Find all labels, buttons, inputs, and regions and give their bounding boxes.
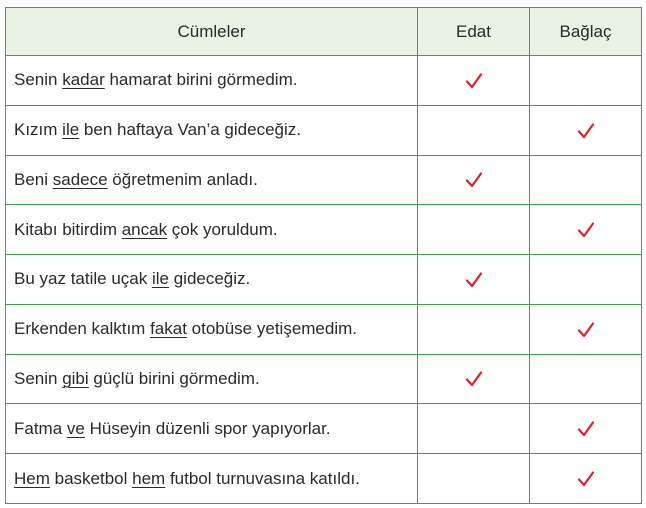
table-row — [6, 205, 642, 255]
check-icon — [465, 171, 483, 189]
keyword: gibi — [62, 368, 89, 388]
sentence-text: Senin — [14, 70, 63, 90]
check-icon — [577, 321, 595, 339]
sentence-text: hamarat birini görmedim. — [104, 70, 298, 90]
baglac-cell — [530, 105, 642, 155]
check-icon — [577, 122, 595, 140]
sentence-cell — [6, 255, 418, 305]
sentence-text: ben haftaya Van’a gideceğiz. — [79, 120, 301, 140]
sentence-text: basketbol — [49, 468, 133, 488]
edat-cell — [418, 404, 530, 454]
header-sentences: Cümleler — [6, 8, 418, 56]
sentence-text: gideceğiz. — [168, 269, 251, 289]
check-icon — [465, 370, 483, 388]
baglac-cell — [530, 56, 642, 106]
sentence-text: çok yoruldum. — [167, 219, 278, 239]
sentence-text: otobüse yetişemedim. — [186, 319, 358, 339]
table-row — [6, 404, 642, 454]
keyword: fakat — [150, 319, 187, 339]
sentence-text: Kitabı bitirdim — [14, 219, 122, 239]
edat-cell — [418, 454, 530, 504]
check-icon — [577, 420, 595, 438]
edat-cell — [418, 105, 530, 155]
sentence-text: futbol turnuvasına katıldı. — [165, 468, 360, 488]
keyword: ve — [66, 418, 85, 438]
baglac-cell — [530, 354, 642, 404]
sentence-text: Bu yaz tatile uçak — [14, 269, 152, 289]
sentence-text: öğretmenim anladı. — [107, 169, 258, 189]
table-row — [6, 56, 642, 106]
check-icon — [577, 470, 595, 488]
sentence-text: güçlü birini görmedim. — [88, 368, 260, 388]
check-icon — [465, 271, 483, 289]
sentence-text: Beni — [14, 169, 53, 189]
baglac-cell — [530, 155, 642, 205]
sentence-classification-table — [5, 7, 642, 504]
keyword: hem — [132, 468, 166, 488]
edat-cell — [418, 205, 530, 255]
table-row — [6, 105, 642, 155]
edat-cell — [418, 56, 530, 106]
header-baglac: Bağlaç — [530, 8, 642, 56]
sentence-text: Erkenden kalktım — [14, 319, 151, 339]
sentence-cell — [6, 56, 418, 106]
table-row — [6, 255, 642, 305]
sentence-text: Fatma — [14, 418, 67, 438]
table-row — [6, 304, 642, 354]
baglac-cell — [530, 255, 642, 305]
header-edat: Edat — [418, 8, 530, 56]
keyword: ile — [62, 120, 80, 140]
keyword: ile — [151, 269, 169, 289]
baglac-cell — [530, 454, 642, 504]
keyword: sadece — [52, 169, 108, 189]
sentence-cell — [6, 454, 418, 504]
baglac-cell — [530, 404, 642, 454]
sentence-cell — [6, 105, 418, 155]
baglac-cell — [530, 304, 642, 354]
baglac-cell — [530, 205, 642, 255]
keyword: Hem — [14, 468, 50, 488]
edat-cell — [418, 155, 530, 205]
sentence-cell — [6, 404, 418, 454]
table-row — [6, 155, 642, 205]
sentence-cell — [6, 155, 418, 205]
sentence-cell — [6, 304, 418, 354]
header-row — [6, 8, 642, 56]
keyword: kadar — [62, 70, 105, 90]
table-row — [6, 354, 642, 404]
keyword: ancak — [121, 219, 168, 239]
edat-cell — [418, 255, 530, 305]
edat-cell — [418, 354, 530, 404]
sentence-cell — [6, 205, 418, 255]
table-row — [6, 454, 642, 504]
check-icon — [577, 221, 595, 239]
sentence-text: Kızım — [14, 120, 63, 140]
edat-cell — [418, 304, 530, 354]
sentence-cell — [6, 354, 418, 404]
sentence-text: Hüseyin düzenli spor yapıyorlar. — [84, 418, 331, 438]
sentence-text: Senin — [14, 368, 63, 388]
check-icon — [465, 72, 483, 90]
